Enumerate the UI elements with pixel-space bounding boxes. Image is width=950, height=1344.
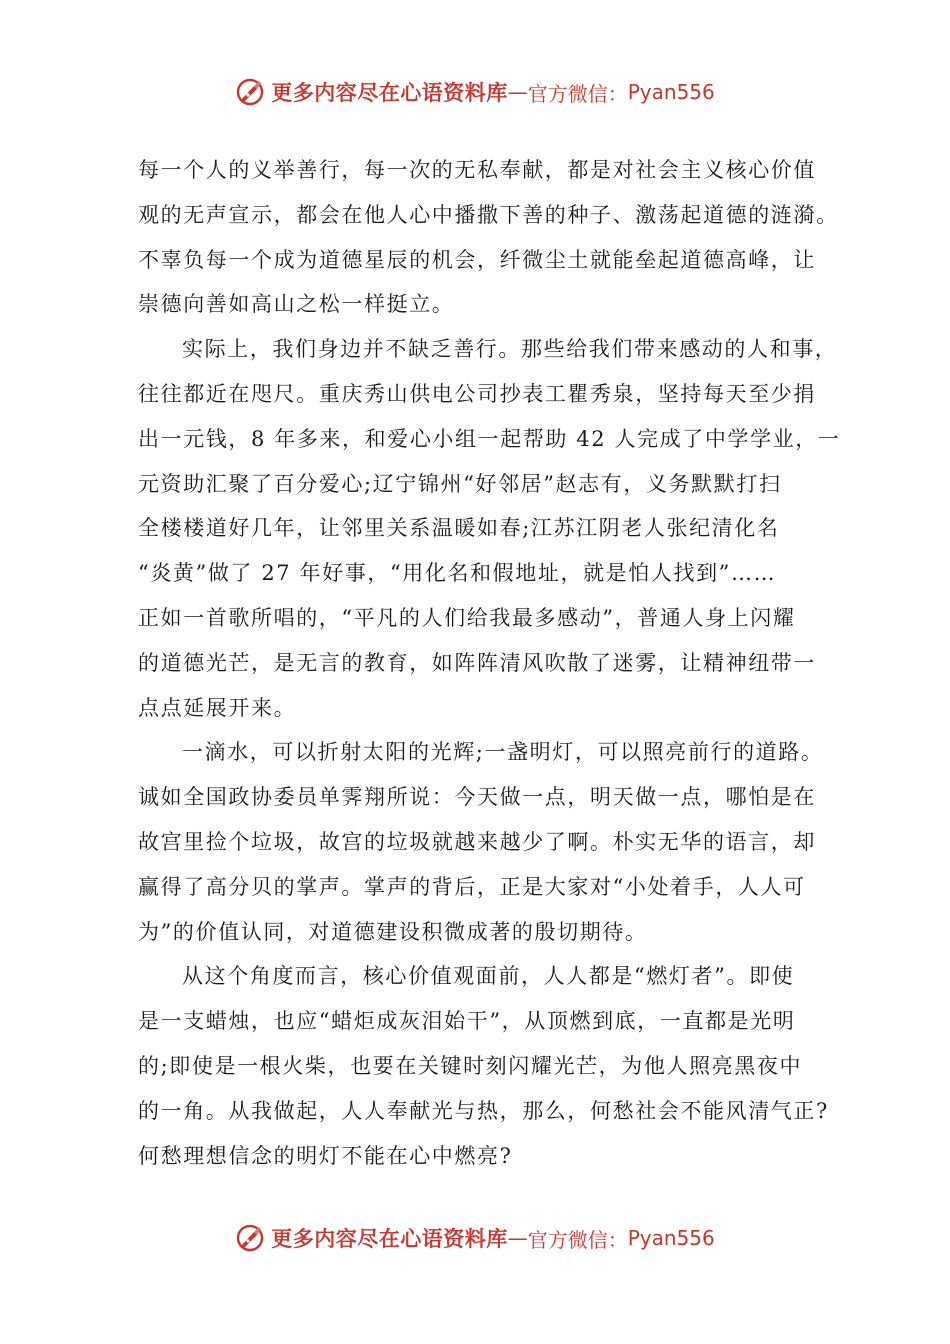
footer-brand-text: 更多内容尽在心语资料库 [271,1226,508,1251]
text-line: 每一个人的义举善行，每一次的无私奉献，都是对社会主义核心价值 [138,158,816,182]
text-line: 出一元钱，8 年多来，和爱心小组一起帮助 42 人完成了中学学业，一 [138,426,841,451]
footer-wechat-id: Pyan556 [627,1226,715,1250]
text-line: 往往都近在咫尺。重庆秀山供电公司抄表工瞿秀泉，坚持每天至少捐 [138,381,816,406]
text-line: 点点延展开来。 [138,695,297,720]
text-line: 何愁理想信念的明灯不能在心中燃亮? [138,1143,513,1168]
footer-separator: — [507,1226,528,1250]
footer-wechat-label: 官方微信： [527,1227,628,1252]
text-line: 为”的价值认同，对道德建设积微成著的殷切期待。 [138,919,648,944]
text-line: 是一支蜡烛，也应“蜡炬成灰泪始干”，从顶燃到底，一直都是光明 [138,1009,796,1034]
header-brand-text: 更多内容尽在心语资料库 [271,80,508,105]
text-line: 观的无声宣示，都会在他人心中播撒下善的种子、激荡起道德的涟漪。 [138,202,839,227]
text-line: 全楼楼道好几年，让邻里关系温暖如春;江苏江阴老人张纪清化名 [138,516,780,541]
header-banner [0,72,950,112]
text-line: 不辜负每一个成为道德星辰的机会，纤微尘土就能垒起道德高峰，让 [138,247,816,272]
paragraph-start-line: 从这个角度而言，核心价值观面前，人人都是“燃灯者”。即使 [182,964,795,989]
text-line: 的一角。从我做起，人人奉献光与热，那么，何愁社会不能风清气正? [138,1098,829,1123]
text-line: 崇德向善如高山之松一样挺立。 [138,292,455,317]
text-line: 的道德光芒，是无言的教育，如阵阵清风吹散了迷雾，让精神纽带一 [138,650,816,675]
paragraph-start-line: 实际上，我们身边并不缺乏善行。那些给我们带来感动的人和事， [182,337,838,362]
text-line: 正如一首歌所唱的，“平凡的人们给我最多感动”，普通人身上闪耀 [138,605,796,630]
text-line: 诚如全国政协委员单霁翔所说：今天做一点，明天做一点，哪怕是在 [138,785,816,810]
text-line: “炎黄”做了 27 年好事，“用化名和假地址，就是怕人找到”…… [138,561,777,586]
header-separator: — [507,80,528,104]
text-line: 故宫里捡个垃圾，故宫的垃圾就越来越少了啊。朴实无华的语言，却 [138,829,816,854]
article-body [138,148,841,1178]
footer-banner [0,1218,950,1258]
paragraph-start-line: 一滴水，可以折射太阳的光辉;一盏明灯，可以照亮前行的道路。 [182,740,824,765]
text-line: 元资助汇聚了百分爱心;辽宁锦州“好邻居”赵志有，义务默默打扫 [138,471,782,496]
text-line: 的;即使是一根火柴，也要在关键时刻闪耀光芒，为他人照亮黑夜中 [138,1053,803,1078]
pen-nib-logo-icon [235,1223,265,1253]
header-wechat-label: 官方微信： [527,81,628,106]
header-wechat-id: Pyan556 [627,80,715,104]
pen-nib-logo-icon [235,77,265,107]
text-line: 赢得了高分贝的掌声。掌声的背后，正是大家对“小处着手，人人可 [138,874,806,899]
